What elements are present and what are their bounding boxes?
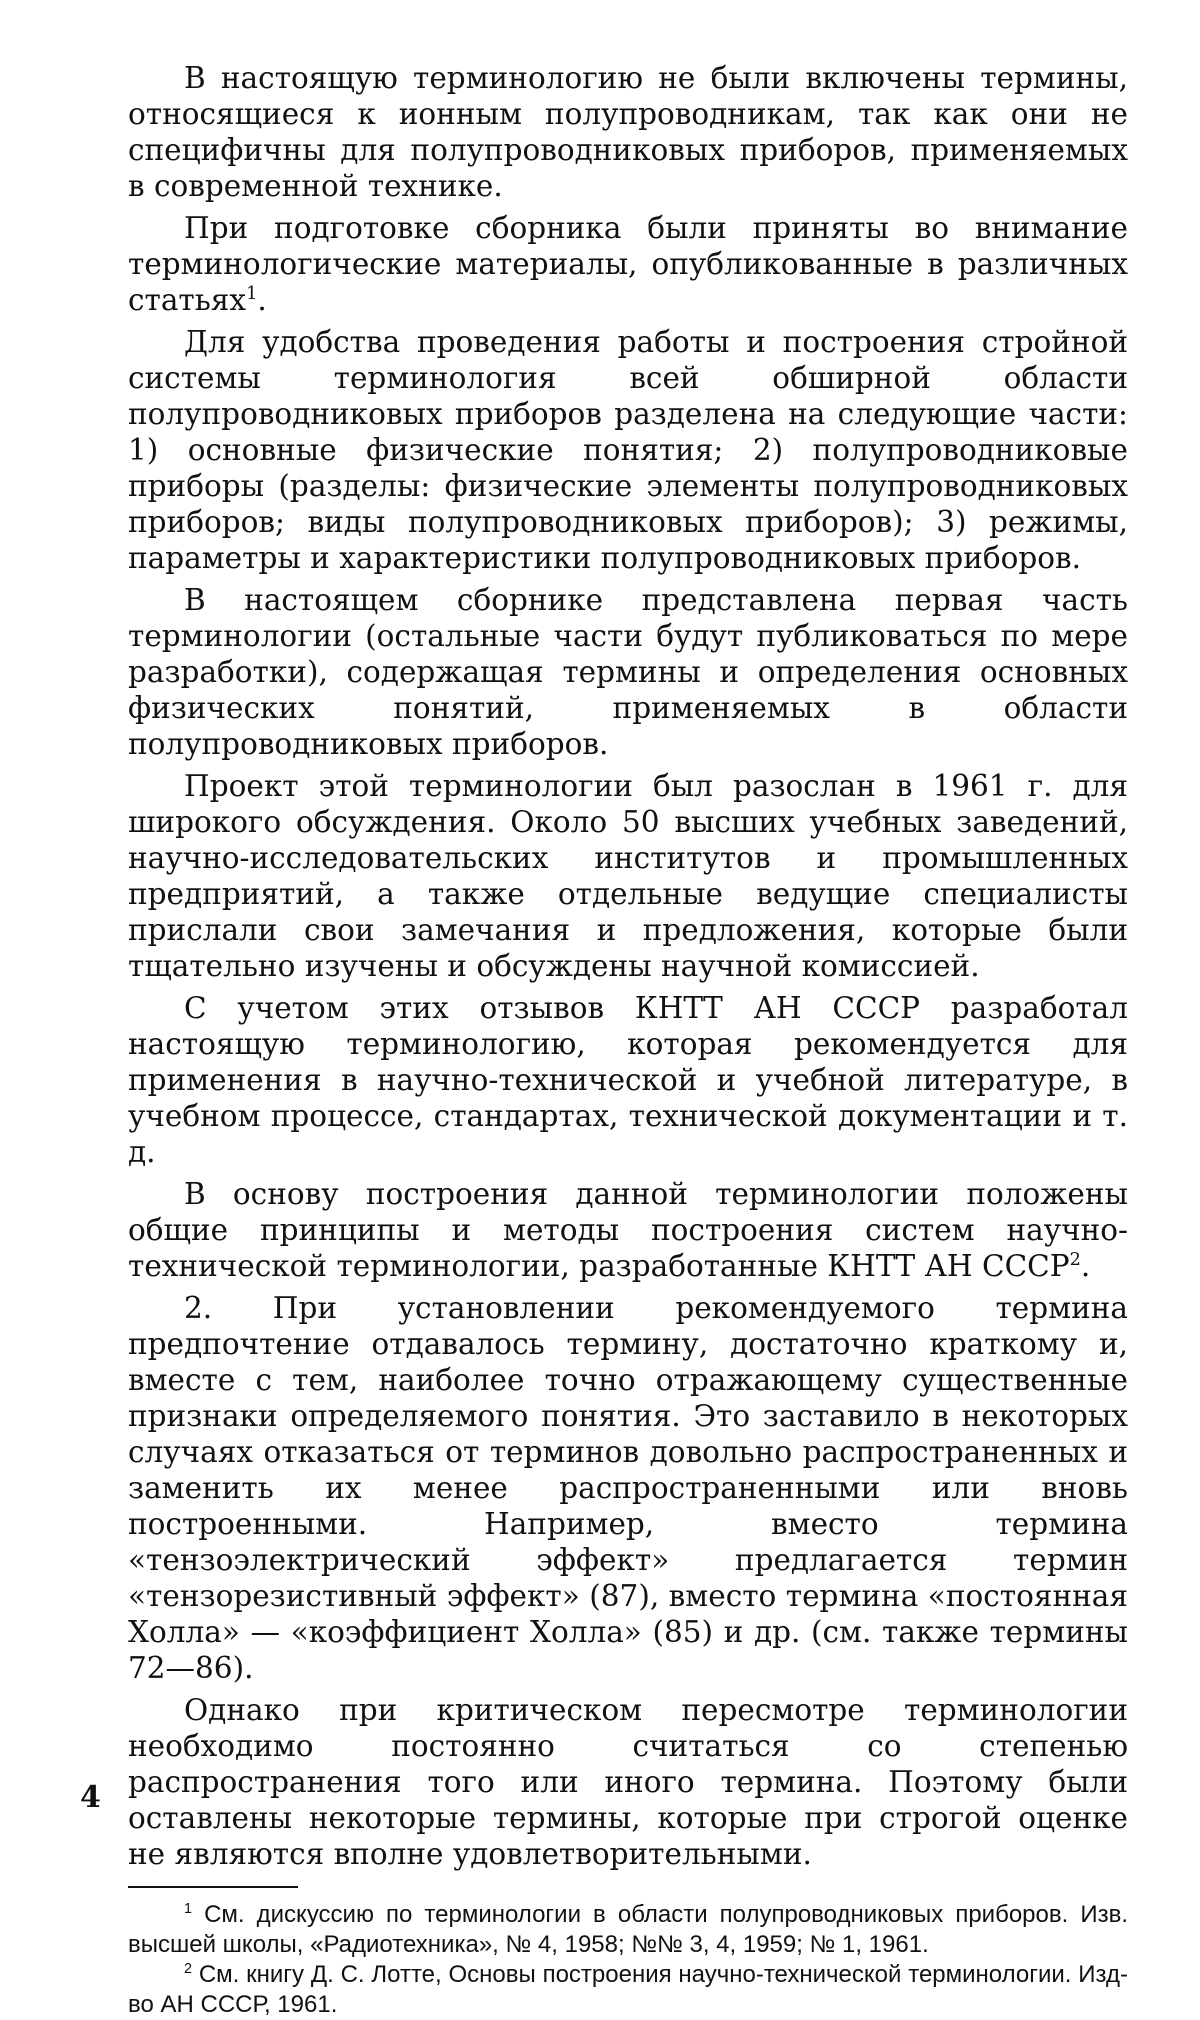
- footnote-marker: 2: [184, 1961, 192, 1977]
- footnote-1: 1 См. дискуссию по терминологии в области полупроводниковых приборов. Изв. высшей школы, «Радиотехника», № 4, 1958; №№ 3, 4, 1959; № 1, 1961.: [128, 1900, 1128, 1960]
- document-page: [128, 60, 1128, 2020]
- paragraph-4: В настоящем сборнике представлена первая часть терминологии (остальные части будут публиковаться по мере разработки), содержащая термины и определения основных физических понятий, применяемых в области полупроводниковых приборов.: [128, 582, 1128, 762]
- page-number: 4: [80, 1780, 101, 1815]
- paragraph-5: Проект этой терминологии был разослан в 1961 г. для широкого обсуждения. Около 50 высших учебных заведений, научно-исследовательских институтов и промышленных предприятий, а также отдельные ведущие специалисты прислали свои замечания и предложения, которые были тщательно изучены и обсуждены научной комиссией.: [128, 768, 1128, 984]
- paragraph-6: С учетом этих отзывов КНТТ АН СССР разработал настоящую терминологию, которая рекомендуется для применения в научно-технической и учебной литературе, в учебном процессе, стандартах, технической документации и т. д.: [128, 990, 1128, 1170]
- paragraph-2: При подготовке сборника были приняты во внимание терминологические материалы, опубликованные в различных статьях1.: [128, 210, 1128, 318]
- footnote-divider: [128, 1886, 298, 1888]
- footnote-2: 2 См. книгу Д. С. Лотте, Основы построения научно-технической терминологии. Изд-во АН СССР, 1961.: [128, 1960, 1128, 2020]
- footnote-ref-1: 1: [246, 284, 257, 304]
- footnote-marker: 1: [184, 1901, 192, 1917]
- paragraph-1: В настоящую терминологию не были включены термины, относящиеся к ионным полупроводникам, так как они не специфичны для полупроводниковых приборов, применяемых в современной технике.: [128, 60, 1128, 204]
- footnotes: [128, 1900, 1128, 2020]
- paragraph-3: Для удобства проведения работы и построения стройной системы терминология всей обширной области полупроводниковых приборов разделена на следующие части: 1) основные физические понятия; 2) полупроводниковые приборы (разделы: физические элементы полупроводниковых приборов; виды полупроводниковых приборов); 3) режимы, параметры и характеристики полупроводниковых приборов.: [128, 324, 1128, 576]
- footnote-ref-2: 2: [1070, 1250, 1081, 1270]
- paragraph-9: Однако при критическом пересмотре терминологии необходимо постоянно считаться со степенью распространения того или иного термина. Поэтому были оставлены некоторые термины, которые при строгой оценке не являются вполне удовлетворительными.: [128, 1692, 1128, 1872]
- paragraph-8: 2. При установлении рекомендуемого термина предпочтение отдавалось термину, достаточно краткому и, вместе с тем, наиболее точно отражающему существенные признаки определяемого понятия. Это заставило в некоторых случаях отказаться от терминов довольно распространенных и заменить их менее распространенными или вновь построенными. Например, вместо термина «тензоэлектрический эффект» предлагается термин «тензорезистивный эффект» (87), вместо термина «постоянная Холла» — «коэффициент Холла» (85) и др. (см. также термины 72—86).: [128, 1290, 1128, 1686]
- body-text: [128, 60, 1128, 1872]
- paragraph-7: В основу построения данной терминологии положены общие принципы и методы построения систем научно-технической терминологии, разработанные КНТТ АН СССР2.: [128, 1176, 1128, 1284]
